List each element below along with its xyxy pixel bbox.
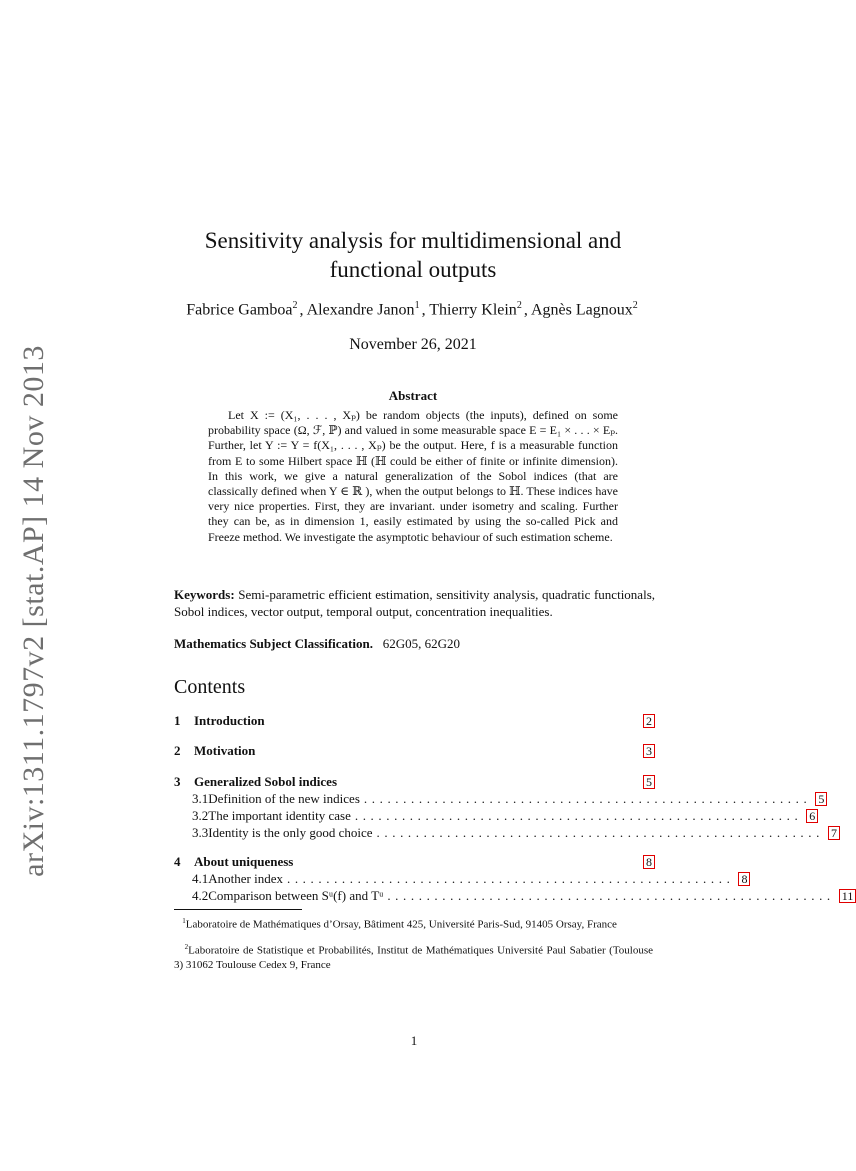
toc-page-link[interactable]: 7	[828, 826, 840, 840]
keywords-label: Keywords:	[174, 587, 235, 602]
toc-entry-uniqueness[interactable]	[174, 853, 655, 870]
toc-number: 2	[174, 743, 181, 758]
footnote-mark: 2	[184, 943, 189, 951]
toc-label: The important identity case	[208, 808, 351, 823]
toc-label: Motivation	[194, 743, 256, 758]
toc-label: About uniqueness	[194, 854, 294, 869]
msc-codes: 62G05, 62G20	[382, 636, 460, 651]
footnote-rule	[174, 909, 302, 910]
footnote-1	[174, 914, 653, 932]
author-list: Fabrice Gamboa$^2$ , Alexandre Janon$^1$ , Thierry Klein$^2$ , Agnès Lagnoux$^2$	[186, 300, 638, 319]
author-name: Fabrice Gamboa	[186, 301, 293, 319]
toc-number: 4	[174, 854, 181, 869]
keywords-text: Semi-parametric efficient estimation, sensitivity analysis, quadratic functionals, Sobol indices, vector output, temporal output, concentration inequalities.	[174, 587, 655, 619]
toc-page-link[interactable]: 2	[643, 714, 655, 728]
author-name: Alexandre Janon	[306, 301, 415, 319]
footnote-mark: 1	[182, 917, 186, 925]
toc-page-link[interactable]: 5	[643, 775, 655, 789]
author-name: Thierry Klein	[429, 301, 517, 319]
toc-entry-motivation[interactable]	[174, 742, 655, 759]
arxiv-stamp-text: arXiv:1311.1797v2 [stat.AP] 14 Nov 2013	[17, 345, 50, 877]
arxiv-stamp	[14, 345, 54, 877]
footnote-text: Laboratoire de Statistique et Probabilités, Institut de Mathématiques Université Paul Sabatier (Toulouse 3) 31062 Toulouse Cedex 9, France	[174, 944, 653, 971]
footnote-text: Laboratoire de Mathématiques d’Orsay, Bâtiment 425, Université Paris-Sud, 91405 Orsay, France	[185, 918, 617, 931]
toc-entry-comparison[interactable]: 4.2 Comparison between Sᵘ(f) and Tᵘ ......................................................... 11	[174, 887, 655, 904]
toc-entry-identity-choice[interactable]: 3.3 Identity is the only good choice ......................................................... 7	[174, 824, 655, 841]
toc-entry-definition[interactable]: 3.1 Definition of the new indices ......................................................... 5	[174, 790, 655, 807]
keywords-block	[174, 587, 655, 620]
toc-page-link[interactable]: 8	[738, 872, 750, 886]
toc-number: 3	[174, 774, 181, 789]
toc-entry-generalized-sobol[interactable]	[174, 773, 655, 790]
paper-title	[120, 226, 706, 284]
author-name: Agnès Lagnoux	[530, 301, 633, 319]
title-line-1: Sensitivity analysis for multidimensional and	[204, 228, 622, 253]
toc-page-link[interactable]: 3	[643, 744, 655, 758]
footnote-2	[174, 940, 653, 972]
toc-label: Another index	[208, 871, 283, 886]
toc-entry-identity-case[interactable]: 3.2 The important identity case ......................................................... 6	[174, 807, 655, 824]
toc-number: 3.1	[192, 791, 209, 806]
toc-number: 3.2	[192, 808, 209, 823]
toc-page-link[interactable]: 5	[815, 792, 827, 806]
abstract-heading: Abstract	[388, 388, 438, 403]
msc-block	[174, 636, 460, 652]
toc-label: Definition of the new indices	[208, 791, 360, 806]
toc-page-link[interactable]: 8	[643, 855, 655, 869]
abstract-text: Let X := (X₁, . . . , Xₚ) be random objects (the inputs), defined on some probability space (Ω, ℱ, ℙ) and valued in some measurable space E = E₁ × . . . × Eₚ. Further, let Y := Y = f(X₁, . . . , Xₚ) be the output. Here, f is a measurable function from E to some Hilbert space ℍ (ℍ could be either of finite or infinite dimension). In this work, we give a natural generalization of the Sobol indices (that are classically defined when Y ∈ ℝ ), when the output belongs to ℍ. These indices have very nice properties. First, they are invariant. under isometry and scaling. Further they can be, as in dimension 1, easily estimated by using the so-called Pick and Freeze method. We investigate the asymptotic behaviour of such estimation scheme.	[208, 408, 618, 544]
toc-label: Identity is the only good choice	[208, 825, 373, 840]
toc-label: Comparison between Sᵘ(f) and Tᵘ	[208, 888, 384, 903]
title-line-2: functional outputs	[329, 257, 497, 282]
toc-page-link[interactable]: 11	[839, 889, 856, 903]
toc-label: Introduction	[194, 713, 265, 728]
toc-number: 1	[174, 713, 181, 728]
page-number: 1	[410, 1033, 418, 1048]
affiliation-mark[interactable]: 2	[516, 300, 522, 311]
toc-number: 3.3	[192, 825, 209, 840]
toc-number: 4.1	[192, 871, 209, 886]
toc-number: 4.2	[192, 888, 209, 903]
affiliation-mark[interactable]: 1	[414, 300, 420, 311]
affiliation-mark[interactable]: 2	[632, 300, 638, 311]
toc-label: Generalized Sobol indices	[194, 774, 337, 789]
toc-entry-another-index[interactable]: 4.1 Another index ......................................................... 8	[174, 870, 655, 887]
affiliation-mark[interactable]: 2	[292, 300, 298, 311]
toc-page-link[interactable]: 6	[806, 809, 818, 823]
msc-label: Mathematics Subject Classification.	[174, 636, 373, 651]
toc-entry-introduction[interactable]	[174, 712, 655, 729]
paper-date: November 26, 2021	[349, 336, 477, 353]
contents-heading: Contents	[174, 676, 246, 698]
